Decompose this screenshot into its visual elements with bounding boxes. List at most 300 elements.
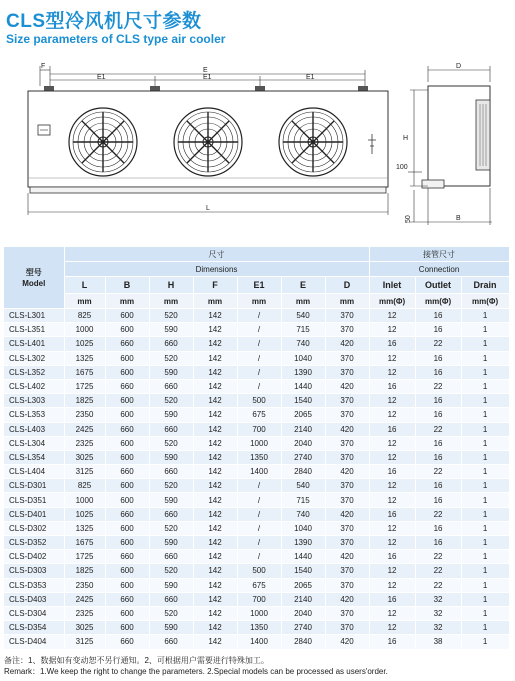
- table-cell: 1: [461, 465, 509, 479]
- table-cell: 1: [461, 521, 509, 535]
- table-row: [4, 351, 509, 365]
- spec-table: [4, 247, 510, 650]
- table-cell: 142: [193, 422, 237, 436]
- table-cell: 370: [325, 450, 369, 464]
- table-cell: 420: [325, 465, 369, 479]
- table-row: [4, 635, 509, 649]
- table-cell: 600: [105, 394, 149, 408]
- table-cell: 16: [369, 337, 415, 351]
- table-cell: /: [237, 507, 281, 521]
- table-cell: 142: [193, 450, 237, 464]
- table-cell: 12: [369, 479, 415, 493]
- table-cell: 370: [325, 408, 369, 422]
- table-cell: 660: [105, 550, 149, 564]
- table-cell: 1000: [237, 606, 281, 620]
- table-cell: 660: [105, 422, 149, 436]
- fan-1: [69, 108, 137, 176]
- dim-label-b: B: [456, 215, 461, 222]
- table-cell: 370: [325, 536, 369, 550]
- table-cell: 520: [149, 351, 193, 365]
- table-cell: 420: [325, 550, 369, 564]
- table-cell: 420: [325, 422, 369, 436]
- table-cell: /: [237, 379, 281, 393]
- table-cell: 12: [369, 564, 415, 578]
- table-cell: 2840: [281, 635, 325, 649]
- table-cell: 2140: [281, 422, 325, 436]
- table-cell: 2040: [281, 436, 325, 450]
- table-cell: 590: [149, 621, 193, 635]
- table-row: [4, 493, 509, 507]
- table-cell: 22: [415, 422, 461, 436]
- table-cell: 1725: [64, 550, 105, 564]
- table-cell: 142: [193, 592, 237, 606]
- table-cell: 590: [149, 408, 193, 422]
- table-cell: 12: [369, 493, 415, 507]
- table-cell: 1725: [64, 379, 105, 393]
- model-cell: CLS-D351: [4, 493, 64, 507]
- remarks: [4, 655, 388, 677]
- remark-en: Remark：1.We keep the right to change the parameters. 2.Special models can be processed as users'order.: [4, 667, 388, 676]
- table-cell: 3125: [64, 465, 105, 479]
- dimensions-header-en: Dimensions: [64, 262, 369, 277]
- dim-label-h: H: [403, 135, 409, 142]
- fan-2: [174, 108, 242, 176]
- table-cell: 1390: [281, 365, 325, 379]
- table-cell: 22: [415, 465, 461, 479]
- table-cell: 370: [325, 621, 369, 635]
- unit-header: mm: [105, 294, 149, 309]
- table-cell: 1: [461, 564, 509, 578]
- table-cell: 142: [193, 507, 237, 521]
- table-cell: 660: [149, 507, 193, 521]
- table-cell: /: [237, 337, 281, 351]
- model-cell: CLS-D402: [4, 550, 64, 564]
- table-cell: 520: [149, 606, 193, 620]
- unit-header: mm(Φ): [461, 294, 509, 309]
- table-cell: 22: [415, 550, 461, 564]
- table-cell: 600: [105, 521, 149, 535]
- table-cell: 420: [325, 635, 369, 649]
- table-cell: 16: [369, 507, 415, 521]
- table-cell: /: [237, 521, 281, 535]
- table-cell: 520: [149, 521, 193, 535]
- table-cell: 590: [149, 493, 193, 507]
- table-cell: 142: [193, 394, 237, 408]
- table-row: [4, 323, 509, 337]
- unit-header: mm: [237, 294, 281, 309]
- table-cell: 142: [193, 564, 237, 578]
- table-cell: 370: [325, 365, 369, 379]
- table-cell: 370: [325, 564, 369, 578]
- model-cell: CLS-L304: [4, 436, 64, 450]
- table-cell: 1540: [281, 394, 325, 408]
- table-cell: 1: [461, 479, 509, 493]
- model-cell: CLS-D354: [4, 621, 64, 635]
- table-cell: 16: [415, 436, 461, 450]
- table-cell: 32: [415, 621, 461, 635]
- table-cell: 1540: [281, 564, 325, 578]
- table-cell: 370: [325, 578, 369, 592]
- table-cell: 142: [193, 493, 237, 507]
- table-cell: 500: [237, 394, 281, 408]
- table-cell: 142: [193, 621, 237, 635]
- table-cell: 1: [461, 379, 509, 393]
- table-row: [4, 578, 509, 592]
- unit-header: mm: [281, 294, 325, 309]
- table-cell: 1: [461, 592, 509, 606]
- table-cell: 142: [193, 550, 237, 564]
- table-cell: 16: [415, 408, 461, 422]
- table-cell: 16: [415, 394, 461, 408]
- table-row: [4, 436, 509, 450]
- column-header: L: [64, 277, 105, 294]
- table-cell: 16: [415, 351, 461, 365]
- dim-label-100: 100: [396, 164, 408, 171]
- table-cell: 2325: [64, 436, 105, 450]
- table-cell: 660: [149, 379, 193, 393]
- table-cell: 2740: [281, 450, 325, 464]
- column-header: E1: [237, 277, 281, 294]
- table-cell: 1400: [237, 465, 281, 479]
- table-cell: 660: [149, 592, 193, 606]
- table-row: [4, 422, 509, 436]
- table-cell: 600: [105, 578, 149, 592]
- table-cell: 600: [105, 436, 149, 450]
- model-cell: CLS-L403: [4, 422, 64, 436]
- table-cell: 370: [325, 493, 369, 507]
- table-row: [4, 592, 509, 606]
- table-cell: 16: [369, 379, 415, 393]
- table-cell: 600: [105, 493, 149, 507]
- table-cell: 600: [105, 365, 149, 379]
- table-cell: 142: [193, 465, 237, 479]
- page-title: CLS型冷风机尺寸参数: [6, 11, 202, 32]
- table-cell: 142: [193, 536, 237, 550]
- table-cell: 700: [237, 592, 281, 606]
- dim-label-e1-b: E1: [203, 74, 212, 81]
- table-cell: 142: [193, 365, 237, 379]
- table-cell: 2425: [64, 422, 105, 436]
- table-cell: 1: [461, 507, 509, 521]
- unit-header: mm(Φ): [369, 294, 415, 309]
- table-cell: 600: [105, 450, 149, 464]
- table-cell: /: [237, 479, 281, 493]
- table-cell: 2140: [281, 592, 325, 606]
- connection-header-en: Connection: [369, 262, 509, 277]
- table-cell: 660: [149, 337, 193, 351]
- table-cell: 12: [369, 351, 415, 365]
- dim-label-l: L: [206, 205, 210, 212]
- table-cell: 142: [193, 351, 237, 365]
- table-cell: 1: [461, 309, 509, 323]
- table-row: [4, 621, 509, 635]
- table-cell: 1400: [237, 635, 281, 649]
- table-cell: 660: [105, 379, 149, 393]
- table-cell: 32: [415, 592, 461, 606]
- table-cell: 142: [193, 578, 237, 592]
- table-cell: 2740: [281, 621, 325, 635]
- table-cell: 16: [415, 323, 461, 337]
- table-cell: 590: [149, 323, 193, 337]
- table-cell: 12: [369, 606, 415, 620]
- table-cell: 370: [325, 436, 369, 450]
- table-cell: 1: [461, 408, 509, 422]
- table-cell: 660: [105, 337, 149, 351]
- table-cell: 520: [149, 479, 193, 493]
- model-cell: CLS-L402: [4, 379, 64, 393]
- table-cell: 1040: [281, 521, 325, 535]
- unit-header: mm: [149, 294, 193, 309]
- technical-drawing: [0, 50, 515, 240]
- model-cell: CLS-D304: [4, 606, 64, 620]
- table-cell: 740: [281, 507, 325, 521]
- table-row: [4, 507, 509, 521]
- column-header: F: [193, 277, 237, 294]
- model-cell: CLS-D403: [4, 592, 64, 606]
- table-cell: 1000: [64, 493, 105, 507]
- table-row: [4, 606, 509, 620]
- table-cell: 715: [281, 493, 325, 507]
- table-cell: 540: [281, 479, 325, 493]
- table-cell: 1350: [237, 621, 281, 635]
- model-cell: CLS-L352: [4, 365, 64, 379]
- table-cell: 660: [105, 592, 149, 606]
- table-cell: 16: [415, 536, 461, 550]
- table-cell: 142: [193, 436, 237, 450]
- table-cell: 660: [105, 507, 149, 521]
- table-cell: 1440: [281, 550, 325, 564]
- table-row: [4, 450, 509, 464]
- model-cell: CLS-D301: [4, 479, 64, 493]
- table-cell: 600: [105, 621, 149, 635]
- table-cell: 22: [415, 337, 461, 351]
- table-cell: 520: [149, 394, 193, 408]
- table-cell: 520: [149, 436, 193, 450]
- model-cell: CLS-D302: [4, 521, 64, 535]
- table-cell: 142: [193, 379, 237, 393]
- table-cell: 22: [415, 578, 461, 592]
- table-cell: 16: [369, 592, 415, 606]
- model-cell: CLS-L301: [4, 309, 64, 323]
- table-cell: 420: [325, 337, 369, 351]
- table-cell: 142: [193, 606, 237, 620]
- table-cell: 520: [149, 309, 193, 323]
- table-row: [4, 394, 509, 408]
- table-cell: 1: [461, 436, 509, 450]
- table-cell: 142: [193, 309, 237, 323]
- table-cell: 1: [461, 578, 509, 592]
- dim-label-f: F: [41, 63, 46, 70]
- table-row: [4, 564, 509, 578]
- table-cell: 590: [149, 536, 193, 550]
- table-cell: 600: [105, 408, 149, 422]
- table-cell: 1: [461, 550, 509, 564]
- table-cell: 38: [415, 635, 461, 649]
- table-cell: 590: [149, 450, 193, 464]
- column-header: Inlet: [369, 277, 415, 294]
- table-cell: 660: [149, 465, 193, 479]
- table-cell: 825: [64, 479, 105, 493]
- table-cell: 660: [105, 465, 149, 479]
- table-cell: 12: [369, 621, 415, 635]
- table-cell: 16: [369, 635, 415, 649]
- table-cell: 22: [415, 564, 461, 578]
- table-cell: 1325: [64, 351, 105, 365]
- table-cell: 1825: [64, 394, 105, 408]
- table-cell: 16: [415, 521, 461, 535]
- table-cell: /: [237, 550, 281, 564]
- table-cell: 142: [193, 408, 237, 422]
- table-cell: 2425: [64, 592, 105, 606]
- table-cell: 16: [415, 365, 461, 379]
- remark-cn: 备注：1、数据如有变动恕不另行通知。2、可根据用户需要进行特殊加工。: [4, 656, 269, 665]
- table-cell: 1: [461, 323, 509, 337]
- unit-header: mm(Φ): [415, 294, 461, 309]
- table-cell: 660: [105, 635, 149, 649]
- table-cell: 142: [193, 635, 237, 649]
- model-cell: CLS-L354: [4, 450, 64, 464]
- table-cell: 1440: [281, 379, 325, 393]
- table-cell: 16: [415, 450, 461, 464]
- table-cell: 1: [461, 365, 509, 379]
- table-row: [4, 365, 509, 379]
- table-row: [4, 465, 509, 479]
- table-cell: 12: [369, 309, 415, 323]
- table-cell: 2350: [64, 408, 105, 422]
- column-header: E: [281, 277, 325, 294]
- column-header: Drain: [461, 277, 509, 294]
- table-row: [4, 408, 509, 422]
- unit-header: mm: [64, 294, 105, 309]
- table-cell: 3125: [64, 635, 105, 649]
- table-cell: 1: [461, 621, 509, 635]
- dim-label-e1-a: E1: [97, 74, 106, 81]
- table-cell: 715: [281, 323, 325, 337]
- table-cell: 740: [281, 337, 325, 351]
- table-cell: 370: [325, 309, 369, 323]
- table-cell: 12: [369, 436, 415, 450]
- table-cell: 1350: [237, 450, 281, 464]
- table-cell: 600: [105, 309, 149, 323]
- table-cell: 142: [193, 479, 237, 493]
- model-cell: CLS-L401: [4, 337, 64, 351]
- table-cell: 1000: [237, 436, 281, 450]
- dim-label-50: 50: [405, 215, 412, 223]
- table-cell: 2840: [281, 465, 325, 479]
- table-cell: 600: [105, 564, 149, 578]
- connection-header-cn: 接管尺寸: [369, 247, 509, 262]
- table-cell: 32: [415, 606, 461, 620]
- table-cell: /: [237, 493, 281, 507]
- table-cell: 675: [237, 408, 281, 422]
- table-cell: /: [237, 323, 281, 337]
- table-cell: 142: [193, 521, 237, 535]
- table-cell: 1040: [281, 351, 325, 365]
- column-header: D: [325, 277, 369, 294]
- table-cell: 370: [325, 521, 369, 535]
- table-cell: 1025: [64, 337, 105, 351]
- model-cell: CLS-L353: [4, 408, 64, 422]
- table-cell: 1825: [64, 564, 105, 578]
- table-cell: 12: [369, 394, 415, 408]
- table-row: [4, 550, 509, 564]
- table-cell: 22: [415, 507, 461, 521]
- table-cell: 16: [369, 550, 415, 564]
- table-cell: 1: [461, 536, 509, 550]
- table-cell: 1025: [64, 507, 105, 521]
- table-cell: 2325: [64, 606, 105, 620]
- table-cell: 600: [105, 536, 149, 550]
- table-cell: 12: [369, 323, 415, 337]
- table-row: [4, 379, 509, 393]
- table-cell: 420: [325, 507, 369, 521]
- table-cell: /: [237, 309, 281, 323]
- table-cell: 12: [369, 536, 415, 550]
- table-cell: 600: [105, 323, 149, 337]
- table-cell: /: [237, 365, 281, 379]
- table-cell: 16: [415, 493, 461, 507]
- model-cell: CLS-D303: [4, 564, 64, 578]
- table-row: [4, 479, 509, 493]
- unit-header: mm: [325, 294, 369, 309]
- dim-label-e1-c: E1: [306, 74, 315, 81]
- table-cell: 825: [64, 309, 105, 323]
- model-cell: CLS-D404: [4, 635, 64, 649]
- table-cell: 1: [461, 606, 509, 620]
- unit-header: mm: [193, 294, 237, 309]
- table-row: [4, 521, 509, 535]
- table-cell: 370: [325, 479, 369, 493]
- table-cell: 590: [149, 365, 193, 379]
- column-header: Outlet: [415, 277, 461, 294]
- table-cell: 1: [461, 337, 509, 351]
- table-cell: 3025: [64, 621, 105, 635]
- column-header: H: [149, 277, 193, 294]
- table-cell: 520: [149, 564, 193, 578]
- model-cell: CLS-L404: [4, 465, 64, 479]
- table-cell: 12: [369, 408, 415, 422]
- model-header: 型号 Model: [4, 247, 64, 309]
- table-cell: 1675: [64, 365, 105, 379]
- table-cell: 12: [369, 365, 415, 379]
- table-cell: 1000: [64, 323, 105, 337]
- table-cell: 16: [369, 422, 415, 436]
- table-row: [4, 536, 509, 550]
- table-cell: 700: [237, 422, 281, 436]
- table-cell: 2040: [281, 606, 325, 620]
- table-cell: 16: [415, 479, 461, 493]
- dim-label-e: E: [203, 67, 208, 74]
- table-cell: 16: [415, 309, 461, 323]
- table-cell: 660: [149, 550, 193, 564]
- table-cell: 1675: [64, 536, 105, 550]
- table-cell: 600: [105, 606, 149, 620]
- table-cell: 2065: [281, 408, 325, 422]
- table-cell: 2065: [281, 578, 325, 592]
- table-cell: /: [237, 536, 281, 550]
- table-cell: 660: [149, 422, 193, 436]
- table-cell: 1: [461, 635, 509, 649]
- table-cell: 1325: [64, 521, 105, 535]
- table-cell: 370: [325, 394, 369, 408]
- table-cell: 12: [369, 521, 415, 535]
- page-subtitle: Size parameters of CLS type air cooler: [6, 32, 226, 46]
- model-cell: CLS-L303: [4, 394, 64, 408]
- table-row: [4, 337, 509, 351]
- table-cell: 600: [105, 351, 149, 365]
- table-cell: 12: [369, 578, 415, 592]
- table-cell: 370: [325, 323, 369, 337]
